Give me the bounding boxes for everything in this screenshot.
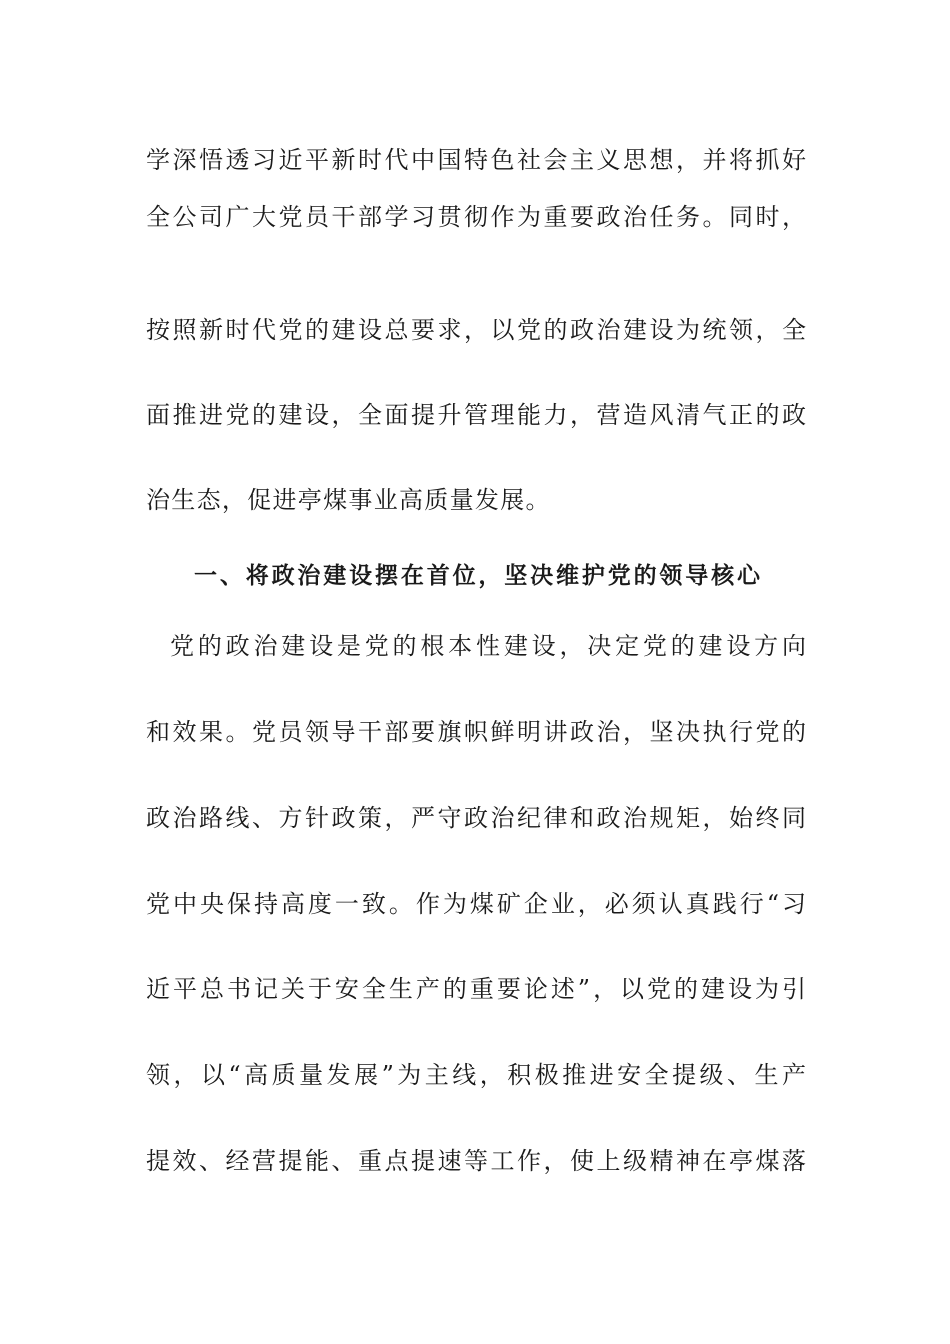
paragraph-1-line-1: 学深悟透习近平新时代中国特色社会主义思想，并将抓好 — [146, 146, 806, 174]
paragraph-2-line-3: 政治路线、方针政策，严守政治纪律和政治规矩，始终同 — [146, 804, 806, 832]
paragraph-2-line-7: 提效、经营提能、重点提速等工作，使上级精神在亭煤落 — [146, 1147, 806, 1175]
paragraph-1-line-5: 治生态，促进亭煤事业高质量发展。 — [146, 486, 551, 514]
paragraph-2-line-2: 和效果。党员领导干部要旗帜鲜明讲政治，坚决执行党的 — [146, 718, 806, 746]
paragraph-1-line-4: 面推进党的建设，全面提升管理能力，营造风清气正的政 — [146, 401, 806, 429]
paragraph-2-line-1: 党的政治建设是党的根本性建设，决定党的建设方向 — [170, 632, 806, 660]
paragraph-2-line-6: 领，以“高质量发展”为主线，积极推进安全提级、生产 — [146, 1061, 806, 1089]
paragraph-1-line-2: 全公司广大党员干部学习贯彻作为重要政治任务。同时， — [146, 203, 806, 231]
paragraph-1-line-3: 按照新时代党的建设总要求，以党的政治建设为统领，全 — [146, 316, 806, 344]
paragraph-2-line-5: 近平总书记关于安全生产的重要论述”，以党的建设为引 — [146, 975, 806, 1003]
section-heading: 一、将政治建设摆在首位，坚决维护党的领导核心 — [194, 563, 760, 589]
paragraph-2-line-4: 党中央保持高度一致。作为煤矿企业，必须认真践行“习 — [146, 890, 806, 918]
